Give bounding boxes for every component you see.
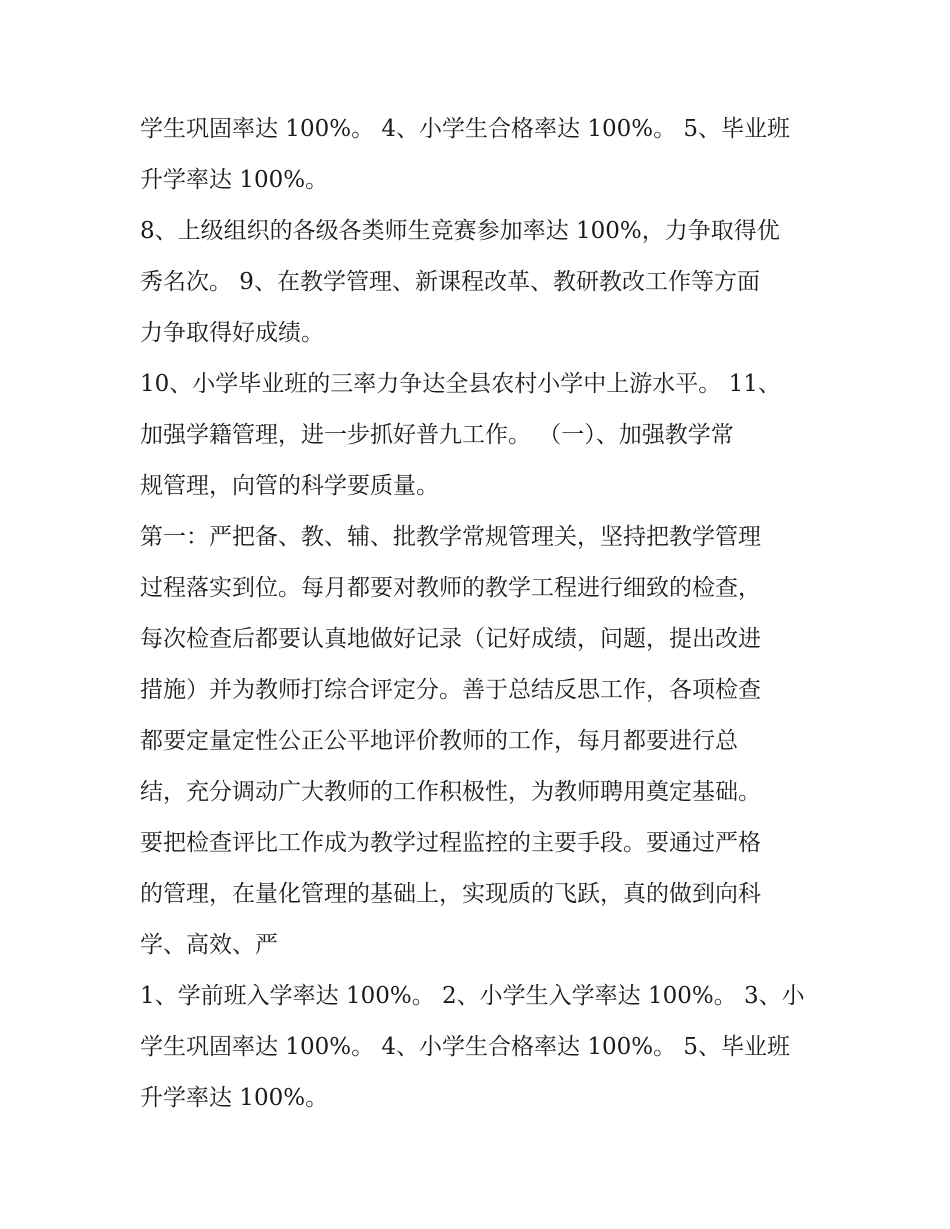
text-line: 加强学籍管理，进一步抓好普九工作。 （一）、加强教学常 [140,422,734,448]
text-line: 措施）并为教师打综合评定分。善于总结反思工作，各项检查 [140,677,761,703]
text-line: 过程落实到位。每月都要对教师的教学工程进行细致的检查， [140,575,761,601]
text-line: 规管理，向管的科学要质量。 [140,473,439,499]
text-line: 升学率达 100%。 [140,1085,329,1111]
text-line: 升学率达 100%。 [140,167,329,193]
text-line: 的管理，在量化管理的基础上，实现质的飞跃，真的做到向科 [140,881,761,907]
text-line: 第一：严把备、教、辅、批教学常规管理关，坚持把教学管理 [140,524,761,550]
text-line: 学、高效、严 [140,932,278,958]
text-line: 8、上级组织的各级各类师生竞赛参加率达 100%，力争取得优 [140,218,780,244]
text-line: 结，充分调动广大教师的工作积极性，为教师聘用奠定基础。 [140,779,761,805]
text-line: 学生巩固率达 100%。 4、小学生合格率达 100%。 5、毕业班 [140,116,791,142]
text-line: 10、小学毕业班的三率力争达全县农村小学中上游水平。 11、 [140,371,781,397]
paragraph-rates-continued [140,104,815,206]
paragraph-graduation-goals [140,359,815,512]
text-line: 1、学前班入学率达 100%。 2、小学生入学率达 100%。 3、小 [140,983,805,1009]
text-line: 都要定量定性公正公平地评价教师的工作，每月都要进行总 [140,728,738,754]
text-line: 学生巩固率达 100%。 4、小学生合格率达 100%。 5、毕业班 [140,1034,791,1060]
text-line: 秀名次。 9、在教学管理、新课程改革、教研教改工作等方面 [140,269,760,295]
paragraph-enrollment-rates [140,971,815,1124]
text-line: 每次检查后都要认真地做好记录（记好成绩，问题，提出改进 [140,626,761,652]
document-body [140,104,815,1124]
text-line: 要把检查评比工作成为教学过程监控的主要手段。要通过严格 [140,830,761,856]
paragraph-teaching-management [140,512,815,971]
paragraph-competition-goals [140,206,815,359]
text-line: 力争取得好成绩。 [140,320,324,346]
